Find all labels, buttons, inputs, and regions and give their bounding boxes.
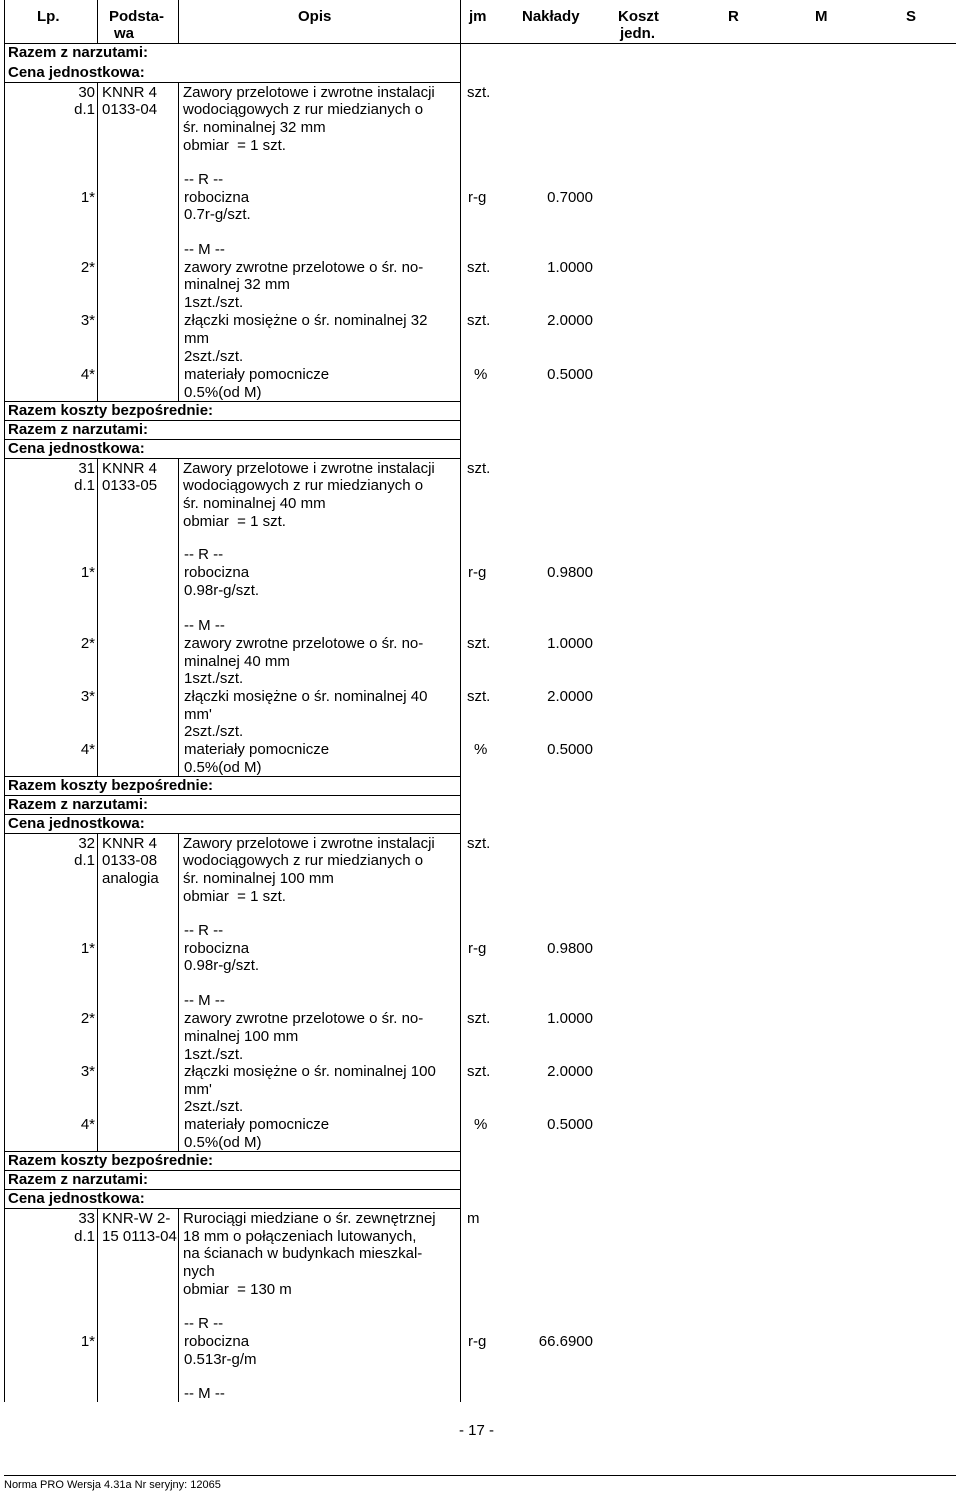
col-line-left (4, 0, 5, 1402)
cena-jednostkowa-label: Cena jednostkowa: (8, 440, 145, 457)
material-no: 3* (80, 312, 95, 329)
item-lp-sub: d.1 (74, 101, 95, 118)
item-base: 0133-05 (102, 477, 158, 494)
col-line (460, 0, 461, 1402)
material-value: 2.0000 (547, 1063, 593, 1080)
software-footer: Norma PRO Wersja 4.31a Nr seryjny: 12065 (4, 1479, 221, 1491)
item-base: 15 0113-04 (102, 1228, 177, 1245)
item-unit: m (467, 1210, 480, 1227)
m-section-label: -- M -- (184, 617, 225, 634)
material-value: 0.5000 (547, 366, 593, 383)
col-line (178, 833, 179, 1152)
m-section-label: -- M -- (184, 241, 225, 258)
item-lp-sub: d.1 (74, 852, 95, 869)
col-line (178, 1208, 179, 1402)
header-naklady: Nakłady (522, 8, 580, 25)
item-description: Zawory przelotowe i zwrotne instalacji (183, 460, 435, 477)
material-description: złączki mosiężne o śr. nominalnej 100 (184, 1063, 436, 1080)
material-value: 1.0000 (547, 1010, 593, 1027)
item-base: KNNR 4 (102, 835, 158, 852)
col-line (97, 1208, 98, 1402)
item-description: na ścianach w budynkach mieszkal- (183, 1245, 423, 1262)
cena-jednostkowa-label: Cena jednostkowa: (8, 815, 145, 832)
resource-name: robocizna (184, 564, 250, 581)
material-description: materiały pomocnicze (184, 1116, 330, 1133)
col-line (178, 82, 179, 402)
material-norm: 1szt./szt. (184, 670, 244, 687)
item-unit: szt. (467, 460, 491, 477)
resource-unit: r-g (468, 1333, 487, 1350)
material-value: 1.0000 (547, 259, 593, 276)
header-r: R (728, 8, 739, 25)
item-base: KNR-W 2- (102, 1210, 171, 1227)
header-opis: Opis (298, 8, 332, 25)
item-unit: szt. (467, 84, 491, 101)
resource-unit: r-g (468, 189, 487, 206)
r-section-label: -- R -- (184, 171, 224, 188)
item-base: analogia (102, 870, 159, 887)
material-unit: % (474, 366, 488, 383)
material-norm: 0.5%(od M) (184, 384, 262, 401)
header-m: M (815, 8, 828, 25)
item-description: Rurociągi miedziane o śr. zewnętrznej (183, 1210, 436, 1227)
razem-koszty-label: Razem koszty bezpośrednie: (8, 402, 214, 419)
material-no: 2* (80, 259, 95, 276)
item-lp: 30 (78, 84, 95, 101)
material-norm: 0.5%(od M) (184, 759, 262, 776)
material-no: 4* (80, 366, 95, 383)
razem-koszty-label: Razem koszty bezpośrednie: (8, 1152, 214, 1169)
material-description: minalnej 32 mm (184, 276, 290, 293)
material-unit: szt. (467, 259, 491, 276)
material-value: 2.0000 (547, 312, 593, 329)
material-description: zawory zwrotne przelotowe o śr. no- (184, 259, 424, 276)
razem-narzutami-label: Razem z narzutami: (8, 796, 149, 813)
material-no: 3* (80, 688, 95, 705)
item-description: wodociągowych z rur miedzianych o (183, 852, 424, 869)
col-line (97, 458, 98, 777)
material-description: złączki mosiężne o śr. nominalnej 32 (184, 312, 428, 329)
item-lp: 32 (78, 835, 95, 852)
resource-no: 1* (80, 189, 95, 206)
resource-name: robocizna (184, 940, 250, 957)
razem-narzutami-label: Razem z narzutami: (8, 44, 149, 61)
item-lp-sub: d.1 (74, 477, 95, 494)
material-no: 4* (80, 741, 95, 758)
material-unit: szt. (467, 1010, 491, 1027)
resource-no: 1* (80, 1333, 95, 1350)
item-description: nych (183, 1263, 215, 1280)
item-base: KNNR 4 (102, 84, 158, 101)
cena-jednostkowa-label: Cena jednostkowa: (8, 1190, 145, 1207)
resource-norm: 0.513r-g/m (184, 1351, 257, 1368)
material-description: mm' (184, 1081, 212, 1098)
item-description: 18 mm o połączeniach lutowanych, (183, 1228, 417, 1245)
material-description: zawory zwrotne przelotowe o śr. no- (184, 635, 424, 652)
header-s: S (906, 8, 917, 25)
material-no: 2* (80, 635, 95, 652)
item-lp: 31 (78, 460, 95, 477)
item-divider (4, 833, 460, 834)
r-section-label: -- R -- (184, 546, 224, 563)
material-description: materiały pomocnicze (184, 366, 330, 383)
material-unit: szt. (467, 312, 491, 329)
item-description: Zawory przelotowe i zwrotne instalacji (183, 835, 435, 852)
resource-norm: 0.98r-g/szt. (184, 582, 260, 599)
material-description: materiały pomocnicze (184, 741, 330, 758)
material-description: minalnej 40 mm (184, 653, 290, 670)
item-description: śr. nominalnej 40 mm (183, 495, 326, 512)
material-description: złączki mosiężne o śr. nominalnej 40 (184, 688, 428, 705)
item-description: obmiar = 1 szt. (183, 888, 286, 905)
resource-no: 1* (80, 564, 95, 581)
material-norm: 2szt./szt. (184, 348, 244, 365)
resource-norm: 0.98r-g/szt. (184, 957, 260, 974)
material-description: mm (184, 330, 209, 347)
item-base: 0133-04 (102, 101, 158, 118)
header-koszt-2: jedn. (620, 25, 656, 42)
col-line (97, 82, 98, 402)
resource-no: 1* (80, 940, 95, 957)
m-section-label: -- M -- (184, 1385, 225, 1402)
material-no: 3* (80, 1063, 95, 1080)
material-value: 1.0000 (547, 635, 593, 652)
material-no: 2* (80, 1010, 95, 1027)
item-divider (4, 82, 460, 83)
material-norm: 2szt./szt. (184, 723, 244, 740)
razem-koszty-label: Razem koszty bezpośrednie: (8, 777, 214, 794)
item-lp: 33 (78, 1210, 95, 1227)
item-description: obmiar = 1 szt. (183, 137, 286, 154)
razem-narzutami-label: Razem z narzutami: (8, 421, 149, 438)
material-value: 2.0000 (547, 688, 593, 705)
material-norm: 1szt./szt. (184, 294, 244, 311)
resource-value: 0.7000 (547, 189, 593, 206)
material-description: mm' (184, 706, 212, 723)
header-podstawa-2: wa (114, 25, 135, 42)
item-description: Zawory przelotowe i zwrotne instalacji (183, 84, 435, 101)
item-description: obmiar = 1 szt. (183, 513, 286, 530)
page-number: - 17 - (459, 1422, 495, 1439)
material-description: zawory zwrotne przelotowe o śr. no- (184, 1010, 424, 1027)
header-koszt-1: Koszt (618, 8, 659, 25)
item-base: KNNR 4 (102, 460, 158, 477)
material-value: 0.5000 (547, 1116, 593, 1133)
material-unit: szt. (467, 635, 491, 652)
material-unit: szt. (467, 1063, 491, 1080)
item-divider (4, 458, 460, 459)
r-section-label: -- R -- (184, 922, 224, 939)
item-description: wodociągowych z rur miedzianych o (183, 477, 424, 494)
header-podstawa-1: Podsta- (109, 8, 165, 25)
resource-name: robocizna (184, 1333, 250, 1350)
item-divider (4, 1208, 460, 1209)
m-section-label: -- M -- (184, 992, 225, 1009)
material-no: 4* (80, 1116, 95, 1133)
item-description: śr. nominalnej 100 mm (183, 870, 334, 887)
resource-unit: r-g (468, 564, 487, 581)
item-description: obmiar = 130 m (183, 1281, 292, 1298)
material-norm: 1szt./szt. (184, 1046, 244, 1063)
material-unit: % (474, 741, 488, 758)
material-norm: 0.5%(od M) (184, 1134, 262, 1151)
item-description: śr. nominalnej 32 mm (183, 119, 326, 136)
razem-narzutami-label: Razem z narzutami: (8, 1171, 149, 1188)
item-base: 0133-08 (102, 852, 158, 869)
header-lp: Lp. (37, 8, 60, 25)
r-section-label: -- R -- (184, 1315, 224, 1332)
material-value: 0.5000 (547, 741, 593, 758)
col-line (97, 833, 98, 1152)
col-line (178, 458, 179, 777)
item-unit: szt. (467, 835, 491, 852)
resource-value: 66.6900 (538, 1333, 593, 1350)
material-unit: szt. (467, 688, 491, 705)
resource-unit: r-g (468, 940, 487, 957)
resource-name: robocizna (184, 189, 250, 206)
header-jm: jm (469, 8, 487, 25)
resource-value: 0.9800 (547, 564, 593, 581)
resource-value: 0.9800 (547, 940, 593, 957)
material-unit: % (474, 1116, 488, 1133)
cena-jednostkowa-label: Cena jednostkowa: (8, 64, 145, 81)
material-description: minalnej 100 mm (184, 1028, 299, 1045)
col-line (97, 0, 98, 44)
col-line (178, 0, 179, 44)
item-lp-sub: d.1 (74, 1228, 95, 1245)
resource-norm: 0.7r-g/szt. (184, 206, 251, 223)
item-description: wodociągowych z rur miedzianych o (183, 101, 424, 118)
footer-rule (4, 1475, 956, 1476)
material-norm: 2szt./szt. (184, 1098, 244, 1115)
